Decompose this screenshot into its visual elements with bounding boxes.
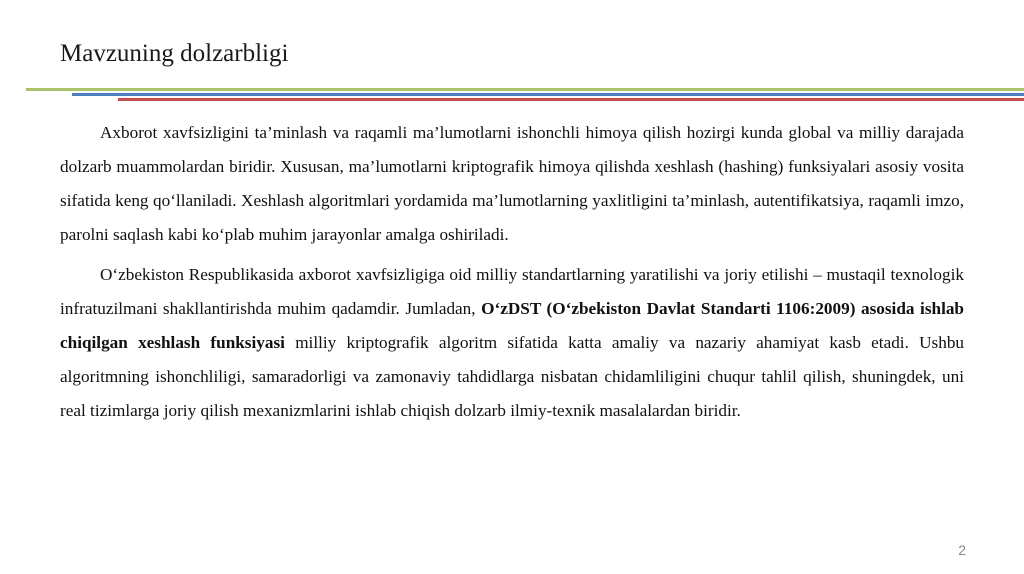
paragraph-2-text-start: O‘zbekiston Respublikasida axborot xavfsizligiga oid milliy standartlarning yaratilishi va joriy etilishi – mustaqil texnologik infratuzilmani shakllantirishda muhim qadamdir. Jumladan, xyxy=(60,265,964,318)
decorative-line-red xyxy=(118,98,1024,101)
paragraph-2 xyxy=(60,258,964,428)
decorative-line-green xyxy=(26,88,1024,91)
page-number: 2 xyxy=(958,542,966,558)
paragraph-2-bold-text: O‘zDST (O‘zbekiston Davlat Standarti 1106:2009) asosida ishlab chiqilgan xeshlash funksiyasi xyxy=(60,299,964,352)
decorative-line-blue xyxy=(72,93,1024,96)
paragraph-1: Axborot xavfsizligini ta’minlash va raqamli ma’lumotlarni ishonchli himoya qilish hozirgi kunda global va milliy darajada dolzarb muammolardan biridir. Xususan, ma’lumotlarni kriptografik himoya qilishda xeshlash (hashing) funksiyalari asosiy vosita sifatida keng qo‘llaniladi. Xeshlash algoritmlari yordamida ma’lumotlarning yaxlitligini ta’minlash, autentifikatsiya, raqamli imzo, parolni saqlash kabi ko‘plab muhim jarayonlar amalga oshiriladi. xyxy=(60,123,964,244)
slide-body xyxy=(60,116,964,428)
slide-title: Mavzuning dolzarbligi xyxy=(60,40,289,67)
paragraph-2-text-end: milliy kriptografik algoritm sifatida katta amaliy va nazariy ahamiyat kasb etadi. Ushbu algoritmning ishonchliligi, samaradorligi va zamonaviy tahdidlarga nisbatan chidamliligini chuqur tahlil qilish, shuningdek, uni real tizimlarga joriy qilish mexanizmlarini ishlab chiqish dolzarb ilmiy-texnik masalalardan biridir. xyxy=(60,333,965,420)
